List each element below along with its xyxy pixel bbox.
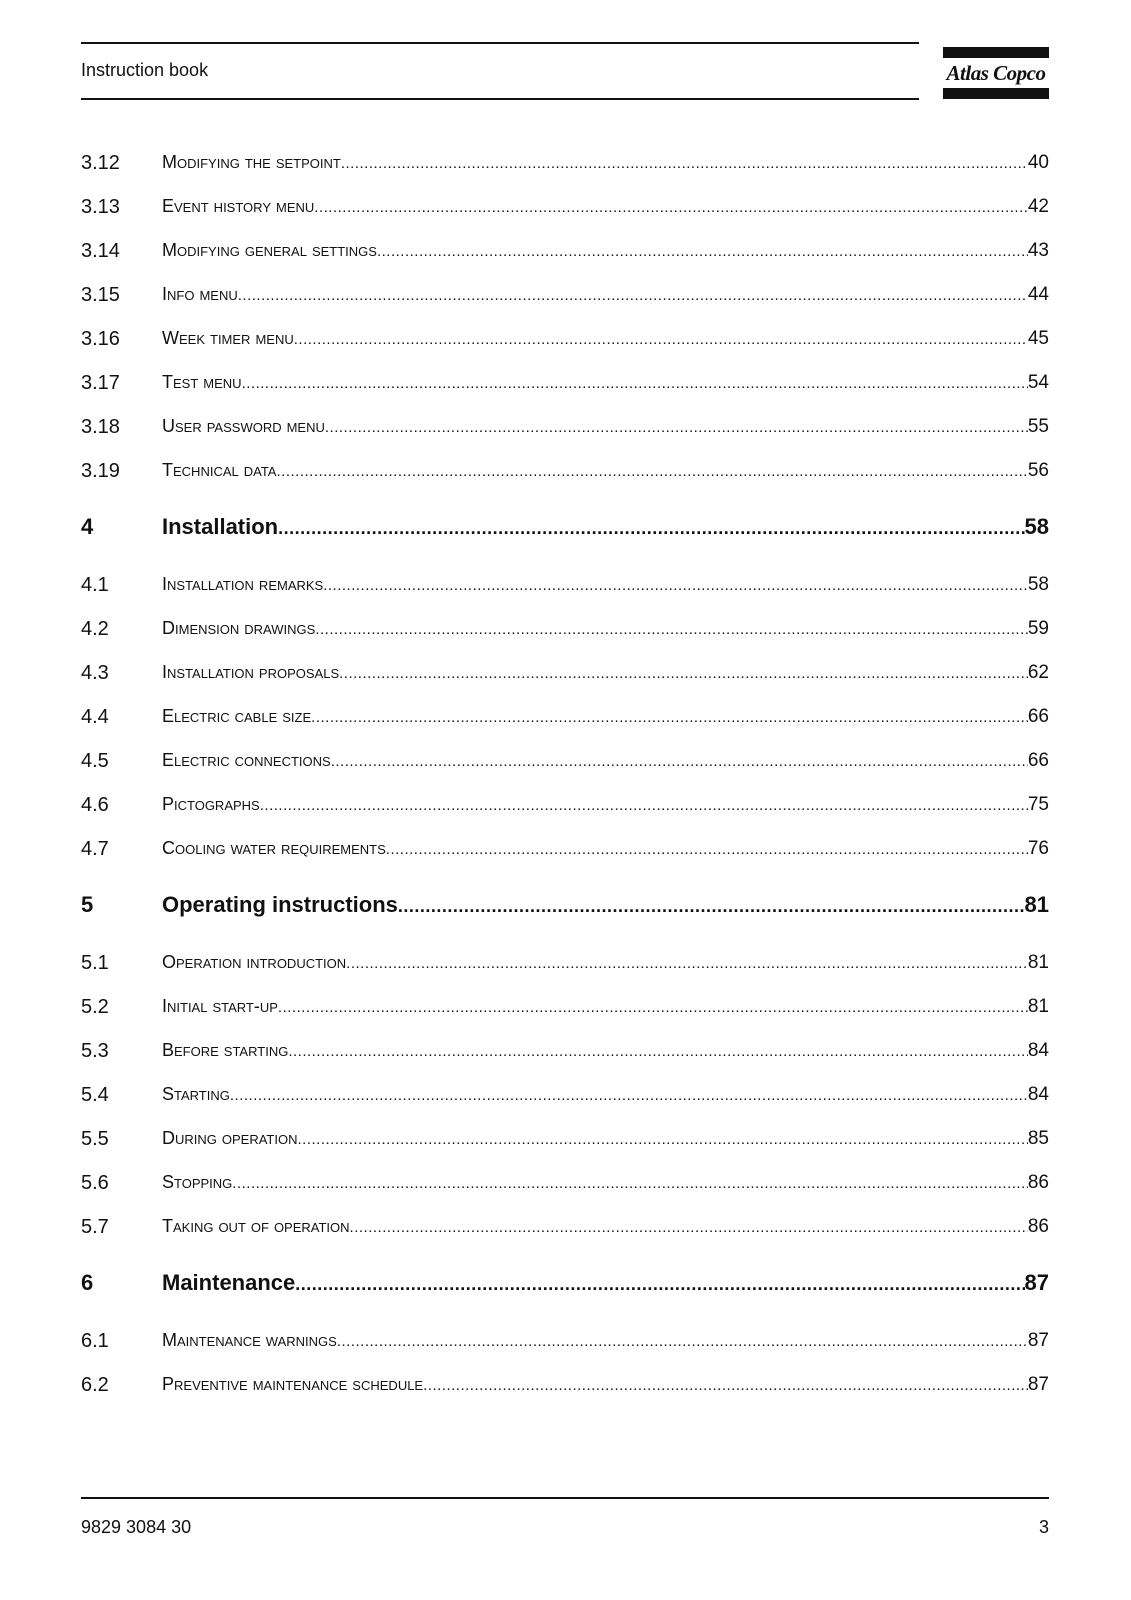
toc-entry-line (162, 838, 1049, 860)
logo-top-bar (943, 47, 1049, 58)
toc-entry-title: Installation (162, 514, 279, 539)
toc-entry-number: 4.4 (81, 705, 109, 728)
toc-entry-number: 6.2 (81, 1373, 109, 1396)
toc-dot-leader (331, 753, 1028, 770)
toc-entry-number: 6 (81, 1270, 94, 1295)
toc-entry-line (162, 1374, 1049, 1396)
toc-entry-number: 3.16 (81, 327, 120, 350)
toc-entry-number: 4.3 (81, 661, 109, 684)
toc-entry-number: 4.5 (81, 749, 109, 772)
toc-chapter-entry[interactable] (81, 501, 1049, 553)
toc-dot-leader (260, 797, 1028, 814)
toc-dot-leader (315, 621, 1028, 638)
toc-section-entry[interactable] (81, 1117, 1049, 1161)
toc-entry-title: Pictographs (162, 794, 260, 814)
toc-dot-leader (398, 896, 1025, 917)
toc-dot-leader (238, 287, 1028, 304)
toc-dot-leader (323, 577, 1028, 594)
toc-entry-title: Event history menu (162, 196, 315, 216)
toc-section-entry[interactable] (81, 563, 1049, 607)
toc-entry-page: 87 (1027, 1330, 1049, 1351)
atlas-copco-logo (943, 47, 1049, 99)
toc-entry-title: Week timer menu (162, 328, 294, 348)
toc-entry-number: 6.1 (81, 1329, 109, 1352)
toc-entry-title: Maintenance (162, 1270, 296, 1295)
toc-entry-number: 3.19 (81, 459, 120, 482)
toc-section-entry[interactable] (81, 141, 1049, 185)
toc-dot-leader (325, 419, 1028, 436)
toc-entry-title: Maintenance warnings (162, 1330, 337, 1350)
toc-section-entry[interactable] (81, 449, 1049, 493)
toc-section-entry[interactable] (81, 405, 1049, 449)
toc-entry-line (162, 1128, 1049, 1150)
toc-section-entry[interactable] (81, 941, 1049, 985)
toc-dot-leader (232, 1175, 1028, 1192)
toc-entry-title: Modifying general settings (162, 240, 377, 260)
toc-entry-title: Cooling water requirements (162, 838, 386, 858)
toc-entry-title: Initial start-up (162, 996, 278, 1016)
toc-dot-leader (242, 375, 1028, 392)
toc-dot-leader (386, 841, 1028, 858)
toc-dot-leader (276, 463, 1027, 480)
toc-entry-page: 81 (1024, 892, 1049, 917)
toc-entry-line (162, 952, 1049, 974)
toc-dot-leader (377, 243, 1028, 260)
toc-entry-page: 85 (1027, 1128, 1049, 1149)
toc-dot-leader (288, 1043, 1028, 1060)
toc-entry-page: 42 (1027, 196, 1049, 217)
toc-entry-line (162, 1172, 1049, 1194)
toc-entry-number: 3.13 (81, 195, 120, 218)
toc-dot-leader (298, 1131, 1028, 1148)
toc-chapter-entry[interactable] (81, 879, 1049, 931)
toc-entry-line (162, 1084, 1049, 1106)
toc-section-entry[interactable] (81, 985, 1049, 1029)
toc-entry-line (162, 1040, 1049, 1062)
header-bottom-rule (81, 98, 919, 100)
toc-dot-leader (314, 199, 1028, 216)
toc-entry-page: 55 (1027, 416, 1049, 437)
toc-section-entry[interactable] (81, 1029, 1049, 1073)
toc-dot-leader (311, 709, 1028, 726)
toc-entry-number: 5.1 (81, 951, 109, 974)
toc-entry-page: 81 (1027, 952, 1049, 973)
toc-entry-number: 4.2 (81, 617, 109, 640)
toc-entry-number: 5.5 (81, 1127, 109, 1150)
toc-entry-title: Operation introduction (162, 952, 347, 972)
toc-entry-page: 86 (1027, 1216, 1049, 1237)
toc-entry-page: 75 (1027, 794, 1049, 815)
toc-entry-line (162, 706, 1049, 728)
toc-entry-page: 58 (1027, 574, 1049, 595)
toc-entry-title: Test menu (162, 372, 242, 392)
toc-entry-title: Taking out of operation (162, 1216, 350, 1236)
toc-entry-title: Starting (162, 1084, 230, 1104)
toc-entry-line (162, 328, 1049, 350)
toc-section-entry[interactable] (81, 827, 1049, 871)
toc-entry-number: 3.14 (81, 239, 120, 262)
header-top-rule (81, 42, 919, 44)
toc-section-entry[interactable] (81, 185, 1049, 229)
toc-section-entry[interactable] (81, 1205, 1049, 1249)
toc-entry-page: 54 (1027, 372, 1049, 393)
toc-entry-title: During operation (162, 1128, 298, 1148)
document-number: 9829 3084 30 (81, 1517, 192, 1537)
toc-entry-page: 87 (1024, 1270, 1049, 1295)
toc-dot-leader (278, 518, 1024, 539)
toc-entry-title: Info menu (162, 284, 238, 304)
toc-entry-line (162, 152, 1049, 174)
toc-entry-number: 5.4 (81, 1083, 109, 1106)
toc-entry-title: Dimension drawings (162, 618, 316, 638)
toc-section-entry[interactable] (81, 273, 1049, 317)
toc-dot-leader (337, 1333, 1028, 1350)
toc-entry-line (162, 1216, 1049, 1238)
toc-entry-line (162, 892, 1049, 918)
toc-section-entry[interactable] (81, 695, 1049, 739)
toc-entry-line (162, 662, 1049, 684)
toc-entry-page: 66 (1027, 750, 1049, 771)
toc-entry-page: 58 (1024, 514, 1049, 539)
toc-dot-leader (339, 665, 1028, 682)
toc-entry-title: Modifying the setpoint (162, 152, 341, 172)
toc-entry-number: 5.7 (81, 1215, 109, 1238)
toc-dot-leader (341, 155, 1028, 172)
toc-entry-number: 5.6 (81, 1171, 109, 1194)
toc-entry-page: 84 (1027, 1084, 1049, 1105)
footer-rule (81, 1497, 1049, 1499)
toc-section-entry[interactable] (81, 607, 1049, 651)
toc-entry-line (162, 372, 1049, 394)
page-footer (81, 1497, 1049, 1537)
toc-entry-page: 44 (1027, 284, 1049, 305)
table-of-contents (81, 141, 1049, 1407)
toc-section-entry[interactable] (81, 1363, 1049, 1407)
toc-entry-page: 84 (1027, 1040, 1049, 1061)
toc-section-entry[interactable] (81, 1161, 1049, 1205)
toc-entry-line (162, 794, 1049, 816)
toc-dot-leader (295, 1274, 1024, 1295)
toc-entry-number: 4.1 (81, 573, 109, 596)
toc-entry-line (162, 416, 1049, 438)
toc-entry-title: User password menu (162, 416, 325, 436)
toc-entry-title: Installation remarks (162, 574, 324, 594)
toc-section-entry[interactable] (81, 229, 1049, 273)
logo-wordmark: Atlas Copco (946, 61, 1046, 85)
toc-chapter-entry[interactable] (81, 1257, 1049, 1309)
toc-dot-leader (346, 955, 1028, 972)
toc-section-entry[interactable] (81, 361, 1049, 405)
toc-entry-line (162, 240, 1049, 262)
toc-entry-page: 56 (1027, 460, 1049, 481)
toc-entry-page: 45 (1027, 328, 1049, 349)
toc-entry-page: 66 (1027, 706, 1049, 727)
toc-entry-line (162, 618, 1049, 640)
toc-dot-leader (294, 331, 1028, 348)
toc-entry-line (162, 196, 1049, 218)
document-title: Instruction book (81, 60, 209, 80)
toc-entry-title: Electric connections (162, 750, 331, 770)
toc-dot-leader (278, 999, 1028, 1016)
toc-entry-page: 86 (1027, 1172, 1049, 1193)
toc-entry-title: Operating instructions (162, 892, 398, 917)
toc-dot-leader (350, 1219, 1028, 1236)
toc-entry-page: 76 (1027, 838, 1049, 859)
toc-entry-title: Before starting (162, 1040, 289, 1060)
page-number: 3 (1038, 1517, 1049, 1537)
toc-entry-page: 81 (1027, 996, 1049, 1017)
toc-entry-title: Technical data (162, 460, 277, 480)
toc-entry-number: 3.17 (81, 371, 120, 394)
toc-entry-page: 87 (1027, 1374, 1049, 1395)
toc-dot-leader (423, 1377, 1028, 1394)
toc-entry-number: 5.3 (81, 1039, 109, 1062)
toc-entry-title: Installation proposals (162, 662, 340, 682)
toc-entry-title: Preventive maintenance schedule (162, 1374, 424, 1394)
toc-entry-line (162, 1270, 1049, 1296)
toc-entry-number: 4.6 (81, 793, 109, 816)
toc-entry-number: 5.2 (81, 995, 109, 1018)
toc-entry-number: 4 (81, 514, 94, 539)
logo-bottom-bar (943, 88, 1049, 99)
toc-entry-number: 3.18 (81, 415, 120, 438)
toc-entry-line (162, 1330, 1049, 1352)
toc-section-entry[interactable] (81, 783, 1049, 827)
toc-section-entry[interactable] (81, 317, 1049, 361)
toc-entry-line (162, 574, 1049, 596)
toc-section-entry[interactable] (81, 1073, 1049, 1117)
toc-entry-page: 43 (1027, 240, 1049, 261)
toc-entry-number: 3.15 (81, 283, 120, 306)
toc-entry-title: Stopping (162, 1172, 233, 1192)
toc-section-entry[interactable] (81, 1319, 1049, 1363)
toc-entry-number: 5 (81, 892, 94, 917)
toc-entry-line (162, 750, 1049, 772)
toc-entry-page: 59 (1027, 618, 1049, 639)
toc-entry-line (162, 284, 1049, 306)
toc-entry-line (162, 996, 1049, 1018)
toc-entry-line (162, 514, 1049, 540)
toc-dot-leader (230, 1087, 1028, 1104)
toc-section-entry[interactable] (81, 739, 1049, 783)
page-header (81, 42, 919, 100)
toc-entry-line (162, 460, 1049, 482)
toc-section-entry[interactable] (81, 651, 1049, 695)
toc-entry-page: 40 (1027, 152, 1049, 173)
toc-entry-number: 4.7 (81, 837, 109, 860)
toc-entry-title: Electric cable size (162, 706, 312, 726)
toc-entry-page: 62 (1027, 662, 1049, 683)
toc-entry-number: 3.12 (81, 151, 120, 174)
